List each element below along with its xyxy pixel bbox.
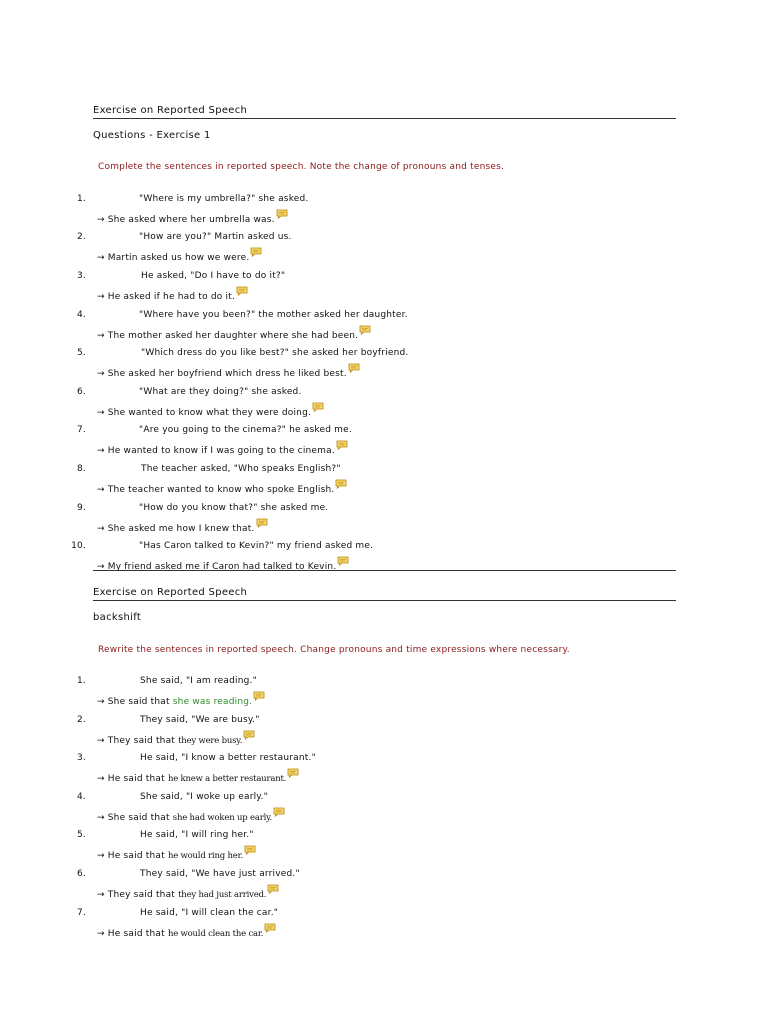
item-number: 7. bbox=[77, 425, 86, 435]
item-answer[interactable]: he knew a better restaurant. bbox=[167, 774, 287, 784]
arrow-icon: → bbox=[97, 408, 105, 418]
item-answer[interactable]: she was reading. bbox=[172, 697, 253, 707]
arrow-icon: → bbox=[97, 253, 105, 263]
exercise2-item bbox=[0, 791, 768, 827]
item-prefix: They said that bbox=[107, 736, 179, 746]
item-answer: She asked her boyfriend which dress he liked best. bbox=[107, 369, 347, 379]
comment-bubble-icon[interactable] bbox=[359, 325, 371, 335]
item-number: 7. bbox=[77, 908, 86, 918]
item-question: "Where is my umbrella?" she asked. bbox=[139, 194, 309, 204]
comment-bubble-icon[interactable] bbox=[267, 884, 279, 894]
item-answer-row bbox=[97, 402, 324, 419]
exercise2-item bbox=[0, 752, 768, 788]
arrow-icon: → bbox=[97, 331, 105, 341]
arrow-icon: → bbox=[97, 890, 105, 900]
item-question: The teacher asked, "Who speaks English?" bbox=[141, 464, 341, 474]
item-prefix: She said that bbox=[107, 697, 173, 707]
comment-bubble-icon[interactable] bbox=[236, 286, 248, 296]
comment-bubble-icon[interactable] bbox=[336, 440, 348, 450]
item-answer: He wanted to know if I was going to the cinema. bbox=[107, 446, 335, 456]
item-question: She said, "I woke up early." bbox=[140, 792, 268, 802]
item-answer: The mother asked her daughter where she had been. bbox=[107, 331, 359, 341]
item-answer[interactable]: he would clean the car. bbox=[167, 929, 264, 939]
exercise2-title: Exercise on Reported Speech bbox=[93, 587, 676, 601]
item-number: 1. bbox=[77, 676, 86, 686]
exercise1-item bbox=[0, 347, 768, 383]
exercise2-item bbox=[0, 868, 768, 904]
exercise1-item bbox=[0, 309, 768, 345]
exercise2-item bbox=[0, 829, 768, 865]
item-number: 6. bbox=[77, 869, 86, 879]
item-answer-row bbox=[97, 807, 285, 824]
item-answer-row bbox=[97, 479, 347, 496]
comment-bubble-icon[interactable] bbox=[264, 923, 276, 933]
item-answer: She asked me how I knew that. bbox=[107, 524, 255, 534]
item-answer: She asked where her umbrella was. bbox=[107, 215, 275, 225]
item-answer-row bbox=[97, 884, 279, 901]
exercise1-item bbox=[0, 502, 768, 538]
item-number: 3. bbox=[77, 271, 86, 281]
item-answer-row bbox=[97, 247, 262, 264]
arrow-icon: → bbox=[97, 215, 105, 225]
arrow-icon: → bbox=[97, 813, 105, 823]
item-question: "How do you know that?" she asked me. bbox=[139, 503, 329, 513]
item-answer-row bbox=[97, 730, 255, 747]
exercise1-item bbox=[0, 386, 768, 422]
comment-bubble-icon[interactable] bbox=[243, 730, 255, 740]
comment-bubble-icon[interactable] bbox=[287, 768, 299, 778]
exercise2-instruction: Rewrite the sentences in reported speech. Change pronouns and time expressions where necessary. bbox=[98, 645, 570, 655]
arrow-icon: → bbox=[97, 736, 105, 746]
item-number: 5. bbox=[77, 830, 86, 840]
item-answer-row bbox=[97, 440, 348, 457]
item-number: 3. bbox=[77, 753, 86, 763]
item-answer[interactable]: she had woken up early. bbox=[172, 813, 273, 823]
item-question: She said, "I am reading." bbox=[140, 676, 257, 686]
item-answer-row bbox=[97, 845, 256, 862]
comment-bubble-icon[interactable] bbox=[244, 845, 256, 855]
arrow-icon: → bbox=[97, 851, 105, 861]
item-answer-row bbox=[97, 325, 371, 342]
comment-bubble-icon[interactable] bbox=[273, 807, 285, 817]
item-number: 6. bbox=[77, 387, 86, 397]
item-question: He said, "I will ring her." bbox=[140, 830, 254, 840]
comment-bubble-icon[interactable] bbox=[348, 363, 360, 373]
section-divider bbox=[93, 570, 676, 571]
arrow-icon: → bbox=[97, 524, 105, 534]
exercise2-item bbox=[0, 907, 768, 943]
item-question: "Are you going to the cinema?" he asked me. bbox=[139, 425, 352, 435]
item-number: 9. bbox=[77, 503, 86, 513]
item-number: 4. bbox=[77, 310, 86, 320]
item-answer-row bbox=[97, 691, 265, 708]
item-question: He said, "I will clean the car." bbox=[140, 908, 279, 918]
item-answer: My friend asked me if Caron had talked to Kevin. bbox=[107, 562, 337, 572]
item-answer-row bbox=[97, 363, 360, 380]
item-answer: He asked if he had to do it. bbox=[107, 292, 236, 302]
arrow-icon: → bbox=[97, 485, 105, 495]
exercise1-item bbox=[0, 231, 768, 267]
item-answer[interactable]: they were busy. bbox=[178, 736, 243, 746]
arrow-icon: → bbox=[97, 446, 105, 456]
item-answer-row bbox=[97, 286, 248, 303]
exercise1-item bbox=[0, 193, 768, 229]
item-question: He said, "I know a better restaurant." bbox=[140, 753, 316, 763]
item-answer-row bbox=[97, 923, 276, 940]
exercise2-subtitle: backshift bbox=[93, 612, 142, 623]
arrow-icon: → bbox=[97, 929, 105, 939]
item-answer: She wanted to know what they were doing. bbox=[107, 408, 312, 418]
item-prefix: He said that bbox=[107, 929, 168, 939]
exercise1-instruction: Complete the sentences in reported speech. Note the change of pronouns and tenses. bbox=[98, 162, 505, 172]
item-number: 4. bbox=[77, 792, 86, 802]
item-number: 8. bbox=[77, 464, 86, 474]
exercise1-item bbox=[0, 463, 768, 499]
comment-bubble-icon[interactable] bbox=[250, 247, 262, 257]
comment-bubble-icon[interactable] bbox=[276, 209, 288, 219]
arrow-icon: → bbox=[97, 369, 105, 379]
item-question: "What are they doing?" she asked. bbox=[139, 387, 302, 397]
comment-bubble-icon[interactable] bbox=[312, 402, 324, 412]
item-number: 2. bbox=[77, 715, 86, 725]
item-question: He asked, "Do I have to do it?" bbox=[141, 271, 286, 281]
exercise2-item bbox=[0, 714, 768, 750]
comment-bubble-icon[interactable] bbox=[337, 556, 349, 566]
item-prefix: They said that bbox=[107, 890, 179, 900]
item-question: "Where have you been?" the mother asked her daughter. bbox=[139, 310, 408, 320]
item-prefix: She said that bbox=[107, 813, 173, 823]
item-prefix: He said that bbox=[107, 851, 168, 861]
exercise1-title: Exercise on Reported Speech bbox=[93, 105, 676, 119]
item-answer: Martin asked us how we were. bbox=[107, 253, 250, 263]
item-answer[interactable]: he would ring her. bbox=[167, 851, 244, 861]
comment-bubble-icon[interactable] bbox=[335, 479, 347, 489]
item-question: They said, "We have just arrived." bbox=[140, 869, 300, 879]
arrow-icon: → bbox=[97, 774, 105, 784]
item-answer[interactable]: they had just arrived. bbox=[178, 890, 267, 900]
exercise1-item bbox=[0, 270, 768, 306]
item-answer-row bbox=[97, 768, 299, 785]
item-number: 10. bbox=[71, 541, 86, 551]
arrow-icon: → bbox=[97, 562, 105, 572]
item-number: 1. bbox=[77, 194, 86, 204]
comment-bubble-icon[interactable] bbox=[253, 691, 265, 701]
item-question: "Which dress do you like best?" she asked her boyfriend. bbox=[141, 348, 409, 358]
item-answer: The teacher wanted to know who spoke English. bbox=[107, 485, 335, 495]
arrow-icon: → bbox=[97, 292, 105, 302]
exercise2-item bbox=[0, 675, 768, 711]
item-answer-row bbox=[97, 518, 268, 535]
item-prefix: He said that bbox=[107, 774, 168, 784]
arrow-icon: → bbox=[97, 697, 105, 707]
exercise1-subtitle: Questions - Exercise 1 bbox=[93, 130, 211, 141]
item-number: 2. bbox=[77, 232, 86, 242]
item-question: They said, "We are busy." bbox=[140, 715, 260, 725]
item-question: "Has Caron talked to Kevin?" my friend asked me. bbox=[139, 541, 374, 551]
exercise1-item bbox=[0, 424, 768, 460]
comment-bubble-icon[interactable] bbox=[256, 518, 268, 528]
item-question: "How are you?" Martin asked us. bbox=[139, 232, 292, 242]
item-answer-row bbox=[97, 209, 288, 226]
item-number: 5. bbox=[77, 348, 86, 358]
